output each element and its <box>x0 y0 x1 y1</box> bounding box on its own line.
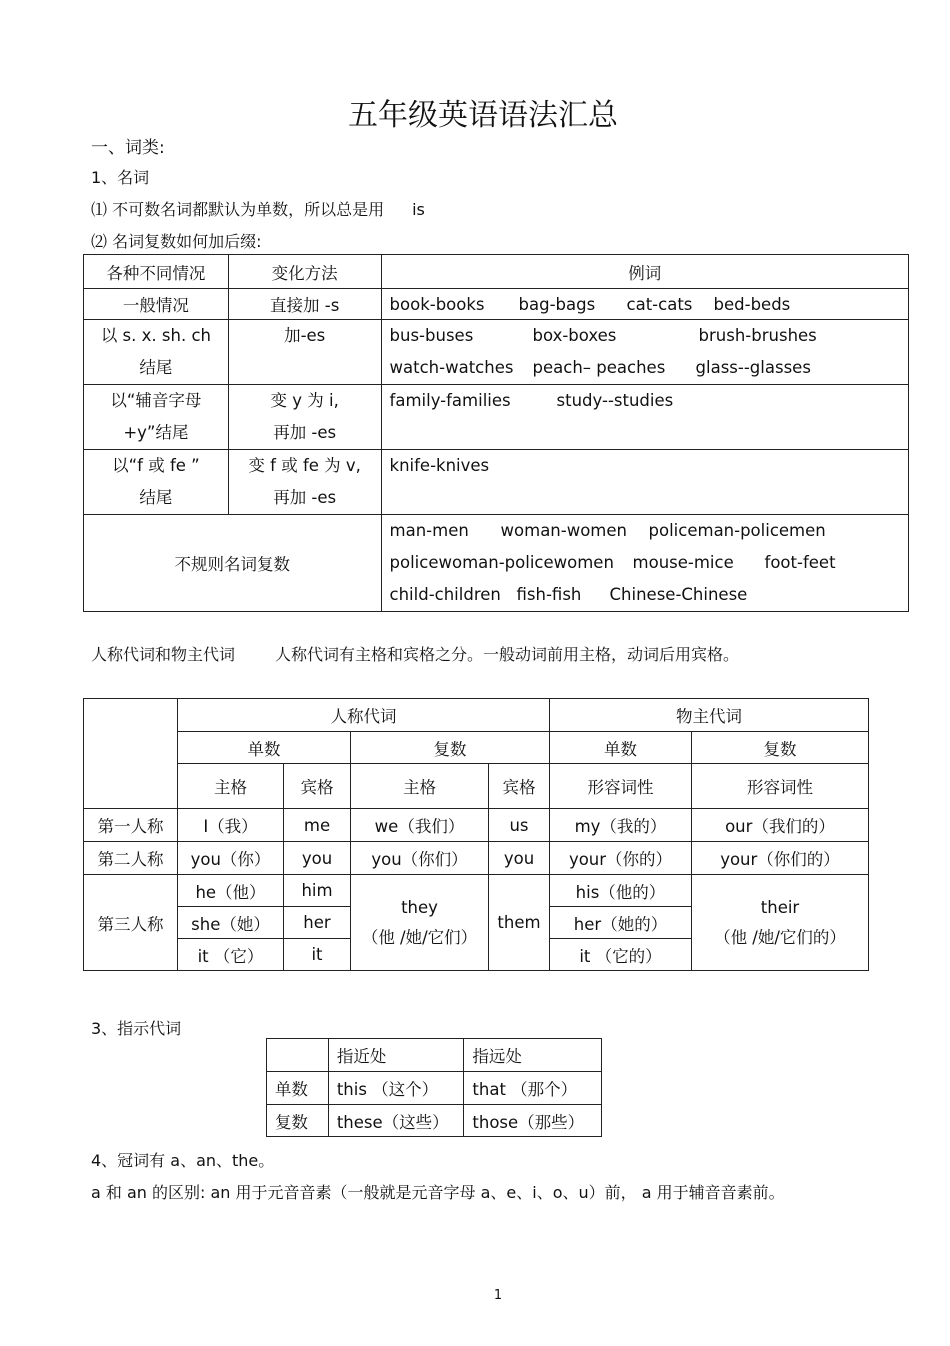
cell: these（这些） <box>328 1105 464 1137</box>
example-word: woman-women <box>500 521 627 540</box>
example-word: watch-watches <box>389 358 514 377</box>
possessive-singular: 单数 <box>550 732 692 764</box>
row-label: 第三人称 <box>84 875 178 971</box>
method-line: 变 f 或 fe 为 v, <box>248 456 361 475</box>
pronoun-table <box>83 698 869 971</box>
table-row <box>84 289 909 320</box>
cell-line: （他 /她/它们的） <box>714 927 846 947</box>
articles-heading: 4、冠词有 a、an、the。 <box>91 1151 275 1170</box>
cell: you（你） <box>178 842 284 875</box>
example-word: policeman-policemen <box>648 521 826 540</box>
cell: her（她的） <box>550 907 692 939</box>
row-label: 复数 <box>267 1105 329 1137</box>
corner-cell <box>84 699 178 809</box>
cell: it <box>284 939 351 971</box>
group-personal: 人称代词 <box>178 699 550 732</box>
examples-cell <box>381 289 908 320</box>
pronoun-intro-label: 人称代词和物主代词 <box>91 645 236 664</box>
table-row <box>84 732 869 764</box>
header-examples: 例词 <box>381 255 908 289</box>
cell: our（我们的） <box>692 809 869 842</box>
personal-singular: 单数 <box>178 732 351 764</box>
corner-cell <box>267 1039 329 1072</box>
pronoun-intro <box>91 642 739 665</box>
cell: those（那些） <box>464 1105 602 1137</box>
table-row <box>84 450 909 515</box>
example-word: box-boxes <box>532 326 617 345</box>
example-word: bed-beds <box>713 294 791 314</box>
cell: his（他的） <box>550 875 692 907</box>
noun-rule-2: ⑵ 名词复数如何加后缀: <box>91 232 262 251</box>
case-line: 结尾 <box>139 488 173 507</box>
cell: me <box>284 809 351 842</box>
cell-line: they <box>401 897 438 917</box>
method-cell: 直接加 -s <box>228 289 381 320</box>
noun-rule-1-word: is <box>412 200 425 219</box>
method-cell <box>228 385 381 450</box>
noun-heading: 1、名词 <box>91 168 150 187</box>
example-word: mouse-mice <box>632 553 734 572</box>
cell: us <box>489 809 550 842</box>
examples-cell <box>381 320 908 385</box>
example-word: knife-knives <box>389 456 490 475</box>
table-row <box>84 385 909 450</box>
demonstrative-heading: 3、指示代词 <box>91 1019 182 1038</box>
table-row <box>84 320 909 385</box>
method-line: 再加 -es <box>273 423 337 442</box>
demonstrative-table <box>266 1038 602 1137</box>
example-word: family-families <box>389 391 511 410</box>
method-cell: 加-es <box>228 320 381 385</box>
cell: it （它的） <box>550 939 692 971</box>
row-label: 第一人称 <box>84 809 178 842</box>
examples-line <box>390 515 908 547</box>
cell: that （那个） <box>464 1072 602 1105</box>
cell: my（我的） <box>550 809 692 842</box>
example-word: peach– peaches <box>532 358 666 377</box>
object-plural-header: 宾格 <box>489 764 550 809</box>
case-cell <box>84 450 229 515</box>
example-word: cat-cats <box>626 294 693 314</box>
cell: your（你们的） <box>692 842 869 875</box>
table-row <box>267 1072 602 1105</box>
case-cell <box>84 320 229 385</box>
case-line: 以“辅音字母 <box>110 391 202 410</box>
example-word: bus-buses <box>389 326 474 345</box>
noun-rule-1-text: ⑴ 不可数名词都默认为单数，所以总是用 <box>91 200 385 219</box>
table-row <box>84 875 869 907</box>
examples-cell <box>381 450 908 515</box>
table-row <box>84 515 909 612</box>
cell: him <box>284 875 351 907</box>
example-word: bag-bags <box>518 294 596 314</box>
cell: you（你们） <box>351 842 489 875</box>
page-number: 1 <box>493 1288 503 1303</box>
cell: he（他） <box>178 875 284 907</box>
header-case: 各种不同情况 <box>84 255 229 289</box>
noun-plural-table <box>83 254 909 612</box>
table-row <box>84 764 869 809</box>
cell: her <box>284 907 351 939</box>
pronoun-intro-text: 人称代词有主格和宾格之分。一般动词前用主格，动词后用宾格。 <box>275 645 740 664</box>
table-row <box>267 1105 602 1137</box>
group-possessive: 物主代词 <box>550 699 869 732</box>
case-cell: 一般情况 <box>84 289 229 320</box>
method-line: 再加 -es <box>273 488 337 507</box>
subject-plural-header: 主格 <box>351 764 489 809</box>
subject-singular-header: 主格 <box>178 764 284 809</box>
row-label: 第二人称 <box>84 842 178 875</box>
cell-line: their <box>760 897 800 917</box>
examples-line <box>390 320 908 352</box>
case-line: 以 s. x. sh. ch <box>100 326 211 345</box>
irregular-label: 不规则名词复数 <box>84 515 382 612</box>
far-header: 指远处 <box>464 1039 602 1072</box>
examples-cell <box>381 385 908 450</box>
method-cell <box>228 450 381 515</box>
personal-plural: 复数 <box>351 732 550 764</box>
adjective-plural-header: 形容词性 <box>692 764 869 809</box>
cell: she（她） <box>178 907 284 939</box>
table-row <box>84 255 909 289</box>
case-line: 结尾 <box>139 358 173 377</box>
cell: your（你的） <box>550 842 692 875</box>
header-method: 变化方法 <box>228 255 381 289</box>
cell: I（我） <box>178 809 284 842</box>
noun-rule-1 <box>91 197 425 220</box>
case-line: +y”结尾 <box>123 423 189 442</box>
example-word: child-children <box>389 585 501 604</box>
cell: it （它） <box>178 939 284 971</box>
example-word: glass--glasses <box>695 358 811 377</box>
possessive-plural: 复数 <box>692 732 869 764</box>
cell: we（我们） <box>351 809 489 842</box>
table-row <box>84 699 869 732</box>
examples-line <box>390 579 908 611</box>
example-word: foot-feet <box>764 553 836 572</box>
page-title: 五年级英语语法汇总 <box>348 98 618 133</box>
examples-line <box>390 547 908 579</box>
cell-line: （他 /她/它们） <box>361 927 478 947</box>
example-word: brush-brushes <box>698 326 817 345</box>
section-heading-word-classes: 一、词类: <box>91 138 165 158</box>
examples-cell <box>381 515 908 612</box>
cell <box>351 875 489 971</box>
near-header: 指近处 <box>328 1039 464 1072</box>
table-row <box>267 1039 602 1072</box>
articles-note: a 和 an 的区别: an 用于元音音素（一般就是元音字母 a、e、i、o、u）前， a 用于辅音音素前。 <box>91 1183 785 1202</box>
cell: you <box>284 842 351 875</box>
example-word: policewoman-policewomen <box>389 553 614 572</box>
cell: this （这个） <box>328 1072 464 1105</box>
example-word: study--studies <box>556 391 674 410</box>
examples-line <box>390 352 908 384</box>
cell: you <box>489 842 550 875</box>
table-row <box>84 809 869 842</box>
adjective-singular-header: 形容词性 <box>550 764 692 809</box>
example-word: man-men <box>389 521 469 540</box>
cell: them <box>489 875 550 971</box>
example-word: Chinese-Chinese <box>609 585 748 604</box>
row-label: 单数 <box>267 1072 329 1105</box>
case-cell <box>84 385 229 450</box>
object-singular-header: 宾格 <box>284 764 351 809</box>
method-line: 变 y 为 i, <box>270 391 339 410</box>
cell <box>692 875 869 971</box>
example-word: fish-fish <box>516 585 582 604</box>
case-line: 以“f 或 fe ” <box>112 456 200 475</box>
example-word: book-books <box>389 294 485 314</box>
table-row <box>84 842 869 875</box>
